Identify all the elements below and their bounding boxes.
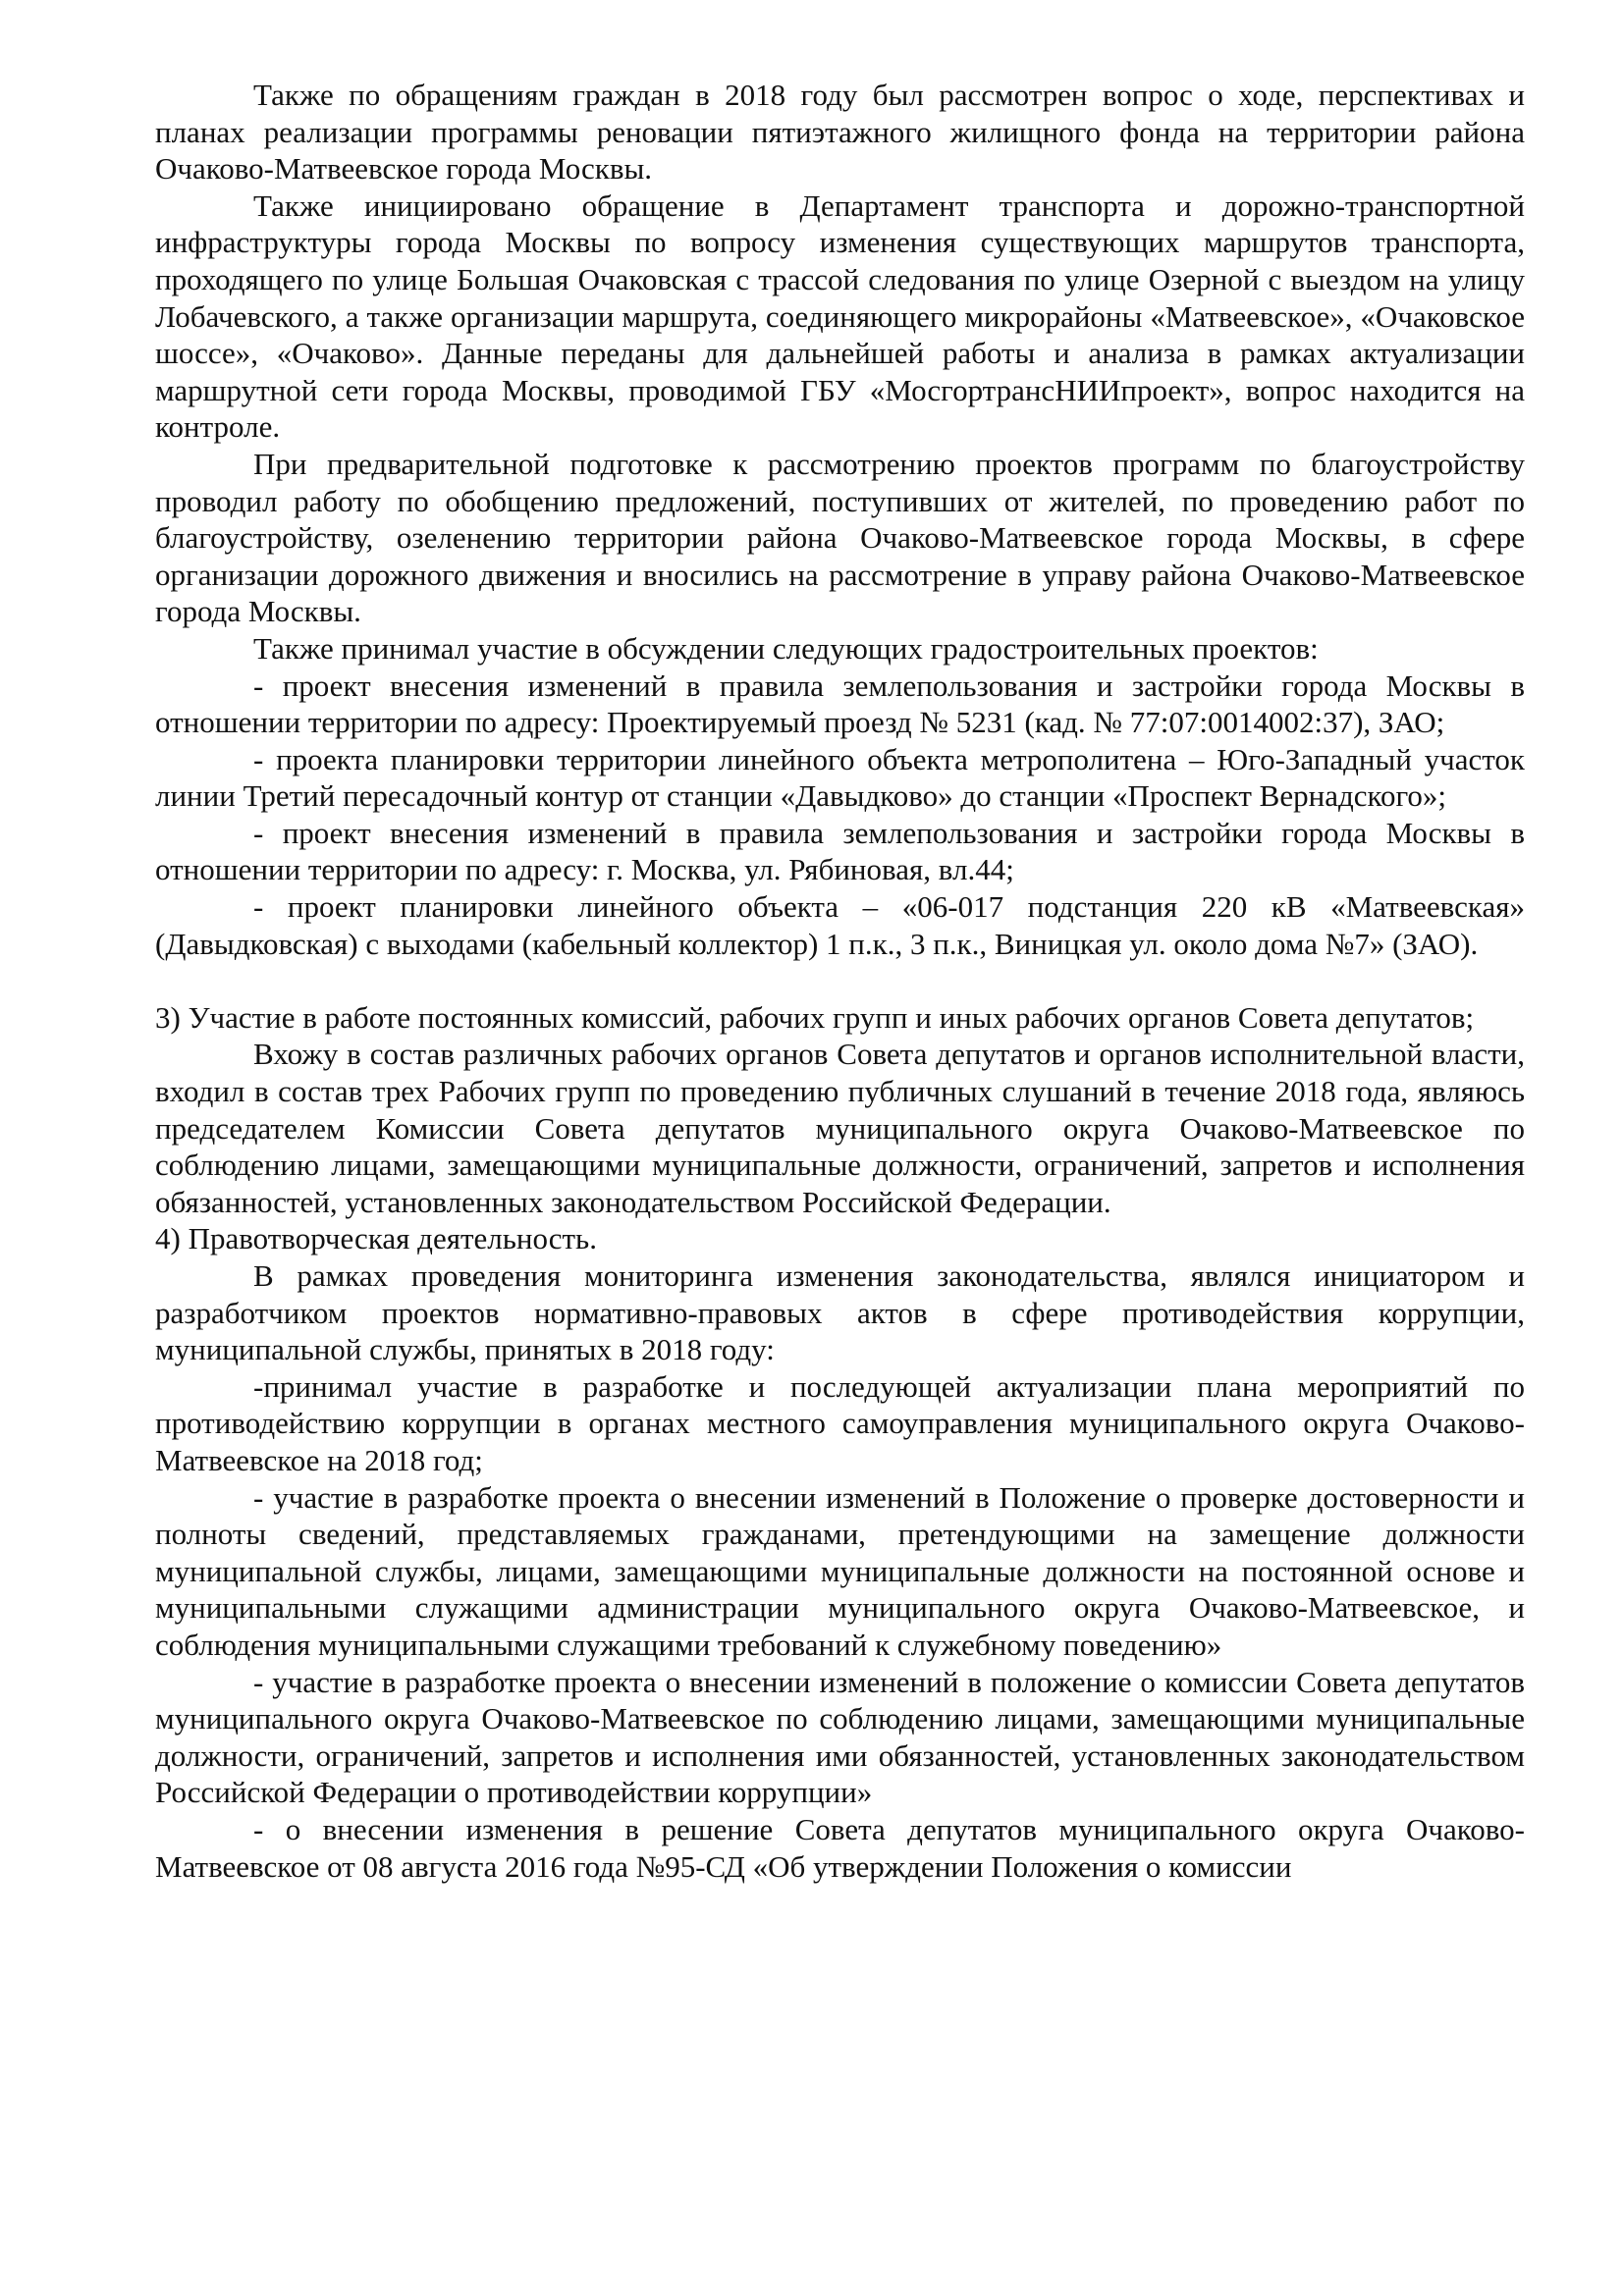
paragraph-urban-projects-intro: Также принимал участие в обсуждении следующих градостроительных проектов: bbox=[253, 630, 1319, 666]
list-item-decision-amendment: - о внесении изменения в решение Совета депутатов муниципального округа Очаково-Матвеевское от 08 августа 2016 года №95-СД «Об утверждении Положения о комиссии bbox=[155, 1811, 1525, 1884]
paragraph-landscaping: При предварительной подготовке к рассмотрению проектов программ по благоустройству проводил работу по обобщению предложений, поступивших от жителей, по проведению работ по благоустройству, озеленению территории района Очаково-Матвеевское города Москвы, в сфере организации дорожного движения и вносились на рассмотрение в управу района Очаково-Матвеевское города Москвы. bbox=[155, 446, 1525, 629]
paragraph-monitoring: В рамках проведения мониторинга изменения законодательства, являлся инициатором и разработчиком проектов нормативно-правовых актов в сфере противодействия коррупции, муниципальной службы, принятых в 2018 году: bbox=[155, 1258, 1525, 1367]
section-heading-4: 4) Правотворческая деятельность. bbox=[155, 1221, 597, 1256]
paragraph-transport-appeal: Также инициировано обращение в Департамент транспорта и дорожно-транспортной инфраструктуры города Москвы по вопросу изменения существующих маршрутов транспорта, проходящего по улице Большая Очаковская с трассой следования по улице Озерной с выездом на улицу Лобачевского, а также организации маршрута, соединяющего микрорайоны «Матвеевское», «Очаковское шоссе», «Очаково». Данные переданы для дальнейшей работы и анализа в рамках актуализации маршрутной сети города Москвы, проводимой ГБУ «МосгортрансНИИпроект», вопрос находится на контроле. bbox=[155, 187, 1525, 445]
paragraph-spacer bbox=[155, 962, 1525, 999]
list-item-ryabinovaya-project: - проект внесения изменений в правила землепользования и застройки города Москвы в отношении территории по адресу: г. Москва, ул. Рябиновая, вл.44; bbox=[155, 815, 1525, 887]
list-item-verification-regulation: - участие в разработке проекта о внесении изменений в Положение о проверке достоверности и полноты сведений, представляемых гражданами, претендующими на замещение должности муниципальной службы, лицами, замещающими муниципальные должности на постоянной основе и муниципальными служащими администрации муниципального округа Очаково-Матвеевское, и соблюдения муниципальными служащими требований к служебному поведению» bbox=[155, 1479, 1525, 1662]
list-item-substation-project: - проект планировки линейного объекта – «06-017 подстанция 220 кВ «Матвеевская» (Давыдковская) с выходами (кабельный коллектор) 1 п.к., 3 п.к., Виницкая ул. около дома №7» (ЗАО). bbox=[155, 889, 1525, 961]
list-item-metro-project: - проекта планировки территории линейного объекта метрополитена – Юго-Западный участок линии Третий пересадочный контур от станции «Давыдково» до станции «Проспект Вернадского»; bbox=[155, 741, 1525, 814]
list-item-project-5231: - проект внесения изменений в правила землепользования и застройки города Москвы в отношении территории по адресу: Проектируемый проезд № 5231 (кад. № 77:07:0014002:37), ЗАО; bbox=[155, 667, 1525, 740]
list-item-anticorruption-plan: -принимал участие в разработке и последующей актуализации плана мероприятий по противодействию коррупции в органах местного самоуправления муниципального округа Очаково-Матвеевское на 2018 год; bbox=[155, 1368, 1525, 1477]
paragraph-renovation: Также по обращениям граждан в 2018 году был рассмотрен вопрос о ходе, перспективах и планах реализации программы реновации пятиэтажного жилищного фонда на территории района Очаково-Матвеевское города Москвы. bbox=[155, 78, 1525, 187]
document-page bbox=[155, 77, 1525, 1885]
list-item-commission-regulation: - участие в разработке проекта о внесении изменений в положение о комиссии Совета депутатов муниципального округа Очаково-Матвеевское по соблюдению лицами, замещающими муниципальные должности, ограничений, запретов и исполнения ими обязанностей, установленных законодательством Российской Федерации о противодействии коррупции» bbox=[155, 1664, 1525, 1810]
paragraph-working-groups: Вхожу в состав различных рабочих органов Совета депутатов и органов исполнительной власти, входил в состав трех Рабочих групп по проведению публичных слушаний в течение 2018 года, являюсь председателем Комиссии Совета депутатов муниципального округа Очаково-Матвеевское по соблюдению лицами, замещающими муниципальные должности, ограничений, запретов и исполнения обязанностей, установленных законодательством Российской Федерации. bbox=[155, 1037, 1525, 1219]
section-heading-3: 3) Участие в работе постоянных комиссий, рабочих групп и иных рабочих органов Совета депутатов; bbox=[155, 999, 1475, 1035]
